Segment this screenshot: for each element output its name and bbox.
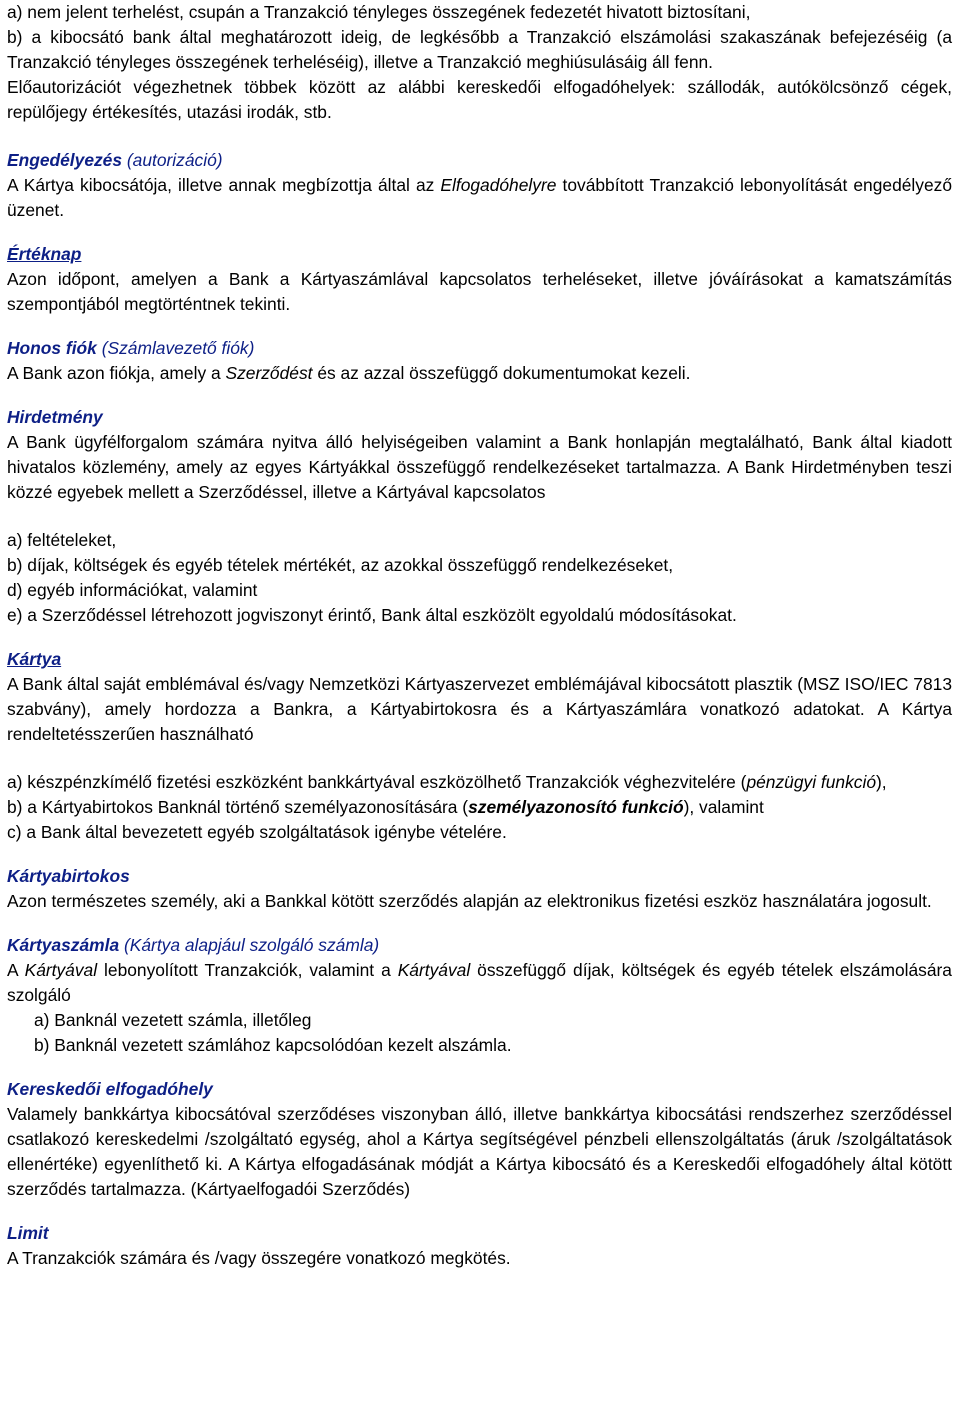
list-item: b) Banknál vezetett számlához kapcsolódóan kezelt alszámla. bbox=[34, 1035, 512, 1055]
body-kereskedoi-elfogadohely: Valamely bankkártya kibocsátóval szerződéses viszonyban álló, illetve bankkártya kibocsátási rendszerhez szerződéssel csatlakozó kereskedelmi /szolgáltató egység, ahol a Kártya segítségével pénzbeli ellenszolgáltatás (áruk /szolgáltatások ellenértéke) egyenlíthető ki. A Kártya elfogadásának módját a Kártya kibocsátó és a Kereskedői elfogadóhely által kötött szerződés tartalmazza. (Kártyaelfogadói Szerződés) bbox=[7, 1104, 952, 1199]
title-erteknap: Értéknap bbox=[7, 244, 82, 264]
heading-limit bbox=[7, 1221, 952, 1246]
heading-erteknap bbox=[7, 242, 952, 267]
list-item: d) egyéb információkat, valamint bbox=[7, 580, 258, 600]
title-kartyabirtokos: Kártyabirtokos bbox=[7, 866, 130, 886]
heading-kereskedoi-elfogadohely bbox=[7, 1077, 952, 1102]
section-hirdetmeny bbox=[7, 405, 952, 628]
list-item: b) a Kártyabirtokos Banknál történő személyazonosítására (személyazonosító funkció), valamint bbox=[7, 797, 764, 817]
title-limit: Limit bbox=[7, 1223, 49, 1243]
heading-kartyaszamla bbox=[7, 933, 952, 958]
section-kartyabirtokos bbox=[7, 864, 952, 914]
title-kartyaszamla: Kártyaszámla bbox=[7, 935, 120, 955]
heading-honos-fiok bbox=[7, 336, 952, 361]
heading-kartyabirtokos bbox=[7, 864, 952, 889]
body-kartya: A Bank által saját emblémával és/vagy Nemzetközi Kártyaszervezet emblémájával kibocsátott plasztik (MSZ ISO/IEC 7813 szabvány), amely hordozza a Bankra, a Kártyabirtokosra és a Kártyaszámlára vonatkozó adatokat. A Kártya rendeltetésszerűen használható bbox=[7, 674, 952, 744]
section-honos-fiok bbox=[7, 336, 952, 386]
section-kartyaszamla bbox=[7, 933, 952, 1058]
paren-kartyaszamla: (Kártya alapjául szolgáló számla) bbox=[123, 935, 380, 955]
body-hirdetmeny: A Bank ügyfélforgalom számára nyitva álló helyiségeiben valamint a Bank honlapján megtalálható, Bank által kiadott hivatalos közlemény, amely az egyes Kártyákkal összefüggő rendelkezéseket tartalmazza. A Bank Hirdetményben teszi közzé egyebek mellett a Szerződéssel, illetve a Kártyával kapcsolatos bbox=[7, 432, 952, 502]
body-erteknap: Azon időpont, amelyen a Bank a Kártyaszámlával kapcsolatos terheléseket, illetve jóváírásokat a kamatszámítás szempontjából megtörténtnek tekinti. bbox=[7, 269, 952, 314]
list-item: a) készpénzkímélő fizetési eszközként bankkártyával eszközölhető Tranzakciók véghezvitelére (pénzügyi funkció), bbox=[7, 772, 887, 792]
title-honos-fiok: Honos fiók bbox=[7, 338, 97, 358]
item-b-duration: b) a kibocsátó bank által meghatározott ideig, de legkésőbb a Tranzakció elszámolási szakaszának befejezéséig (a Tranzakció tényleges összegének terheléséig), illetve a Tranzakció meghiúsulásáig áll fenn. bbox=[7, 27, 952, 72]
list-item: e) a Szerződéssel létrehozott jogviszonyt érintő, Bank által eszközölt egyoldalú módosításokat. bbox=[7, 605, 737, 625]
section-engedelyezes bbox=[7, 148, 952, 223]
preauth-paragraph: Előautorizációt végezhetnek többek között az alábbi kereskedői elfogadóhelyek: szállodák, autókölcsönző cégek, repülőjegy értékesítés, utazási irodák, stb. bbox=[7, 77, 952, 122]
item-a-no-debit: a) nem jelent terhelést, csupán a Tranzakció tényleges összegének fedezetét hivatott biztosítani, bbox=[7, 2, 751, 22]
list-item: b) díjak, költségek és egyéb tételek mértékét, az azokkal összefüggő rendelkezéseket, bbox=[7, 555, 674, 575]
body-kartyaszamla: A Kártyával lebonyolított Tranzakciók, valamint a Kártyával összefüggő díjak, költségek és egyéb tételek elszámolására szolgáló bbox=[7, 960, 952, 1005]
list-item: c) a Bank által bevezetett egyéb szolgáltatások igénybe vételére. bbox=[7, 822, 507, 842]
body-kartyabirtokos: Azon természetes személy, aki a Bankkal kötött szerződés alapján az elektronikus fizetési eszköz használatára jogosult. bbox=[7, 891, 932, 911]
title-kartya: Kártya bbox=[7, 649, 62, 669]
section-kereskedoi-elfogadohely bbox=[7, 1077, 952, 1202]
heading-hirdetmeny bbox=[7, 405, 952, 430]
paren-engedelyezes: (autorizáció) bbox=[126, 150, 223, 170]
title-kereskedoi-elfogadohely: Kereskedői elfogadóhely bbox=[7, 1079, 213, 1099]
section-erteknap bbox=[7, 242, 952, 317]
body-engedelyezes: A Kártya kibocsátója, illetve annak megbízottja által az Elfogadóhelyre továbbított Tranzakció lebonyolítását engedélyező üzenet. bbox=[7, 175, 953, 220]
title-engedelyezes: Engedélyezés bbox=[7, 150, 123, 170]
heading-kartya bbox=[7, 647, 952, 672]
section-limit bbox=[7, 1221, 952, 1271]
title-hirdetmeny: Hirdetmény bbox=[7, 407, 103, 427]
body-honos-fiok: A Bank azon fiókja, amely a Szerződést és az azzal összefüggő dokumentumokat kezeli. bbox=[7, 363, 691, 383]
body-limit: A Tranzakciók számára és /vagy összegére vonatkozó megkötés. bbox=[7, 1248, 511, 1268]
paren-honos-fiok: (Számlavezető fiók) bbox=[101, 338, 255, 358]
heading-engedelyezes bbox=[7, 148, 952, 173]
list-item: a) Banknál vezetett számla, illetőleg bbox=[34, 1010, 312, 1030]
list-item: a) feltételeket, bbox=[7, 530, 117, 550]
section-kartya bbox=[7, 647, 952, 845]
